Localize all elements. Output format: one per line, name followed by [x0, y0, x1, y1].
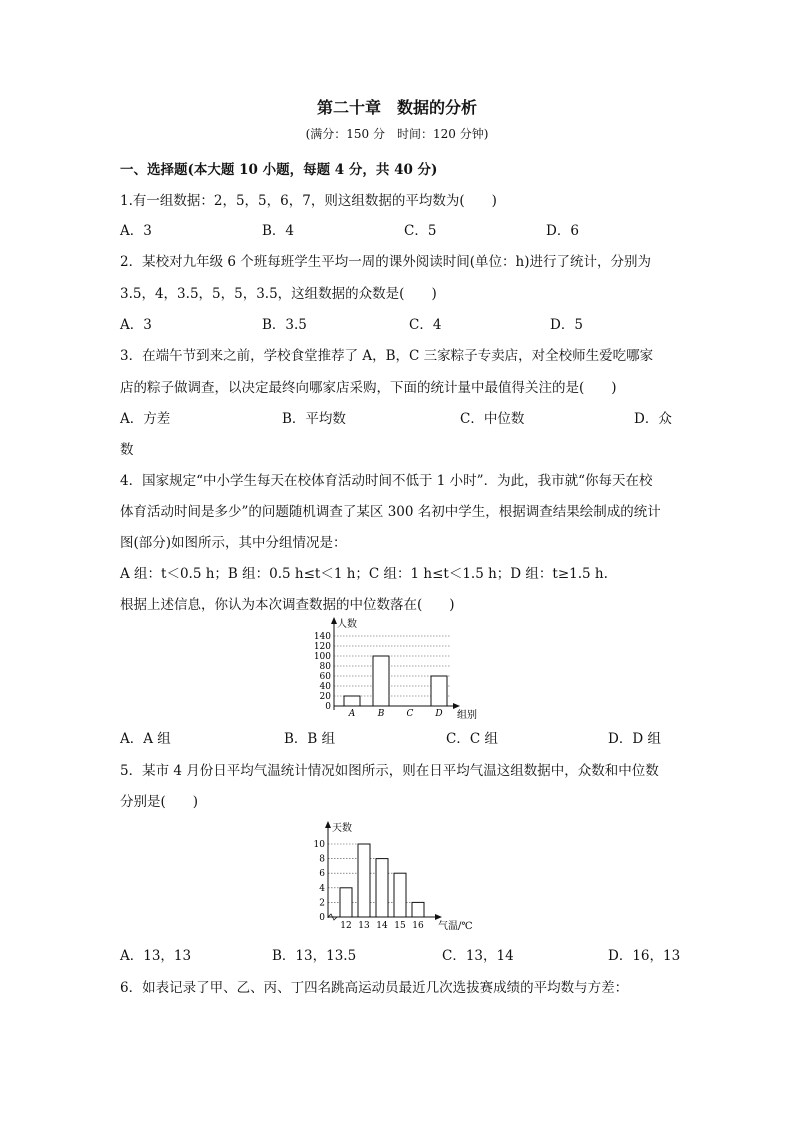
- group-bar-chart: [300, 614, 500, 722]
- y-tick-label: 20: [319, 692, 331, 702]
- q5-option-d: D．16，13: [608, 948, 681, 964]
- y-tick-label: 4: [319, 883, 325, 894]
- q5-option-a: A．13，13: [120, 948, 192, 964]
- section-heading: 一、选择题(本大题 10 小题，每题 4 分，共 40 分): [120, 162, 438, 178]
- bar-A: [344, 696, 360, 706]
- y-tick-label: 8: [319, 854, 325, 865]
- y-axis-label: 天数: [332, 823, 352, 834]
- x-tick-label: 15: [394, 921, 406, 931]
- q1-option-a: A．3: [120, 223, 152, 239]
- q5-option-c: C．13，14: [442, 948, 514, 964]
- question-4-groups: A 组：t＜0.5 h；B 组：0.5 h≤t＜1 h；C 组：1 h≤t＜1.5 h；D 组：t≥1.5 h.: [120, 566, 608, 582]
- q3-option-c: C．中位数: [460, 411, 525, 427]
- y-tick-label: 10: [313, 840, 325, 850]
- question-3-stem-line1: 3．在端午节到来之前，学校食堂推荐了 A，B，C 三家粽子专卖店，对全校师生爱吃哪家: [120, 348, 654, 364]
- q2-option-b: B．3.5: [262, 317, 307, 333]
- q1-option-b: B．4: [262, 223, 295, 239]
- page-title: 第二十章 数据的分析: [316, 98, 477, 117]
- q4-option-c: C．C 组: [446, 731, 498, 747]
- x-tick-label: 14: [376, 921, 388, 931]
- bar-16: [412, 902, 424, 917]
- question-2-stem-line2: 3.5，4，3.5，5，5，3.5，这组数据的众数是( ): [120, 286, 437, 302]
- q2-option-a: A．3: [120, 317, 152, 333]
- q1-option-d: D．6: [546, 223, 579, 239]
- bar-15: [394, 873, 406, 917]
- y-tick-label: 2: [319, 898, 325, 909]
- q3-option-b: B．平均数: [282, 411, 346, 427]
- x-tick-label: C: [406, 709, 414, 719]
- x-tick-label: B: [377, 709, 385, 719]
- question-5-stem-line2: 分别是( ): [120, 794, 199, 810]
- y-tick-label: 80: [319, 662, 331, 672]
- y-axis-arrow: [325, 821, 331, 828]
- y-axis-label: 人数: [337, 619, 357, 630]
- x-tick-label: A: [348, 709, 356, 719]
- q3-option-d-wrap: 数: [120, 442, 134, 458]
- question-2-stem-line1: 2．某校对九年级 6 个班每班学生平均一周的课外阅读时间(单位：h)进行了统计，分别为: [120, 254, 651, 270]
- y-tick-label: 120: [313, 642, 331, 652]
- question-1-stem: 1.有一组数据：2，5，5，6，7，则这组数据的平均数为( ): [120, 193, 497, 209]
- q4-option-b: B．B 组: [284, 731, 336, 747]
- q1-option-c: C．5: [404, 223, 437, 239]
- y-tick-label: 100: [313, 652, 331, 662]
- q4-option-a: A．A 组: [120, 731, 171, 747]
- temperature-bar-chart: [308, 818, 488, 933]
- x-axis-arrow: [453, 703, 460, 709]
- y-tick-label: 140: [313, 632, 331, 642]
- q3-option-d: D．众: [634, 411, 672, 427]
- page-subtitle: (满分：150 分 时间：120 分钟): [305, 127, 489, 141]
- x-axis-label: 组别: [457, 710, 477, 721]
- bar-14: [376, 859, 388, 917]
- question-3-stem-line2: 店的粽子做调查，以决定最终向哪家店采购，下面的统计量中最值得关注的是( ): [120, 380, 617, 396]
- y-tick-label: 0: [325, 702, 331, 712]
- x-tick-label: 13: [358, 921, 370, 931]
- y-tick-label: 60: [319, 672, 331, 682]
- q3-option-a: A．方差: [120, 411, 171, 427]
- q2-option-d: D．5: [550, 317, 583, 333]
- y-tick-label: 6: [319, 869, 325, 880]
- x-tick-label: D: [435, 709, 443, 719]
- question-5-stem-line1: 5．某市 4 月份日平均气温统计情况如图所示，则在日平均气温这组数据中，众数和中位数: [120, 763, 659, 779]
- y-tick-label: 0: [319, 913, 325, 923]
- q4-option-d: D．D 组: [608, 731, 661, 747]
- question-4-stem-line2: 体育活动时间是多少”的问题随机调查了某区 300 名初中学生，根据调查结果绘制成的统计: [120, 504, 661, 520]
- question-4-stem-line5: 根据上述信息，你认为本次调查数据的中位数落在( ): [120, 597, 455, 613]
- question-6-stem: 6．如表记录了甲、乙、丙、丁四名跳高运动员最近几次选拔赛成绩的平均数与方差：: [120, 980, 629, 996]
- x-tick-label: 16: [412, 921, 424, 931]
- bar-D: [431, 676, 447, 706]
- question-4-stem-line3: 图(部分)如图所示，其中分组情况是：: [120, 535, 347, 551]
- y-tick-label: 40: [319, 682, 331, 692]
- question-4-stem-line1: 4．国家规定“中小学生每天在校体育活动时间不低于 1 小时”．为此，我市就“你每天在校: [120, 473, 653, 489]
- bar-B: [373, 656, 389, 706]
- q2-option-c: C．4: [409, 317, 442, 333]
- x-axis-arrow: [435, 914, 442, 920]
- bar-13: [358, 844, 370, 917]
- x-tick-label: 12: [340, 921, 352, 931]
- bar-12: [340, 888, 352, 917]
- q5-option-b: B．13，13.5: [272, 948, 357, 964]
- x-axis-label: 气温/℃: [438, 921, 473, 932]
